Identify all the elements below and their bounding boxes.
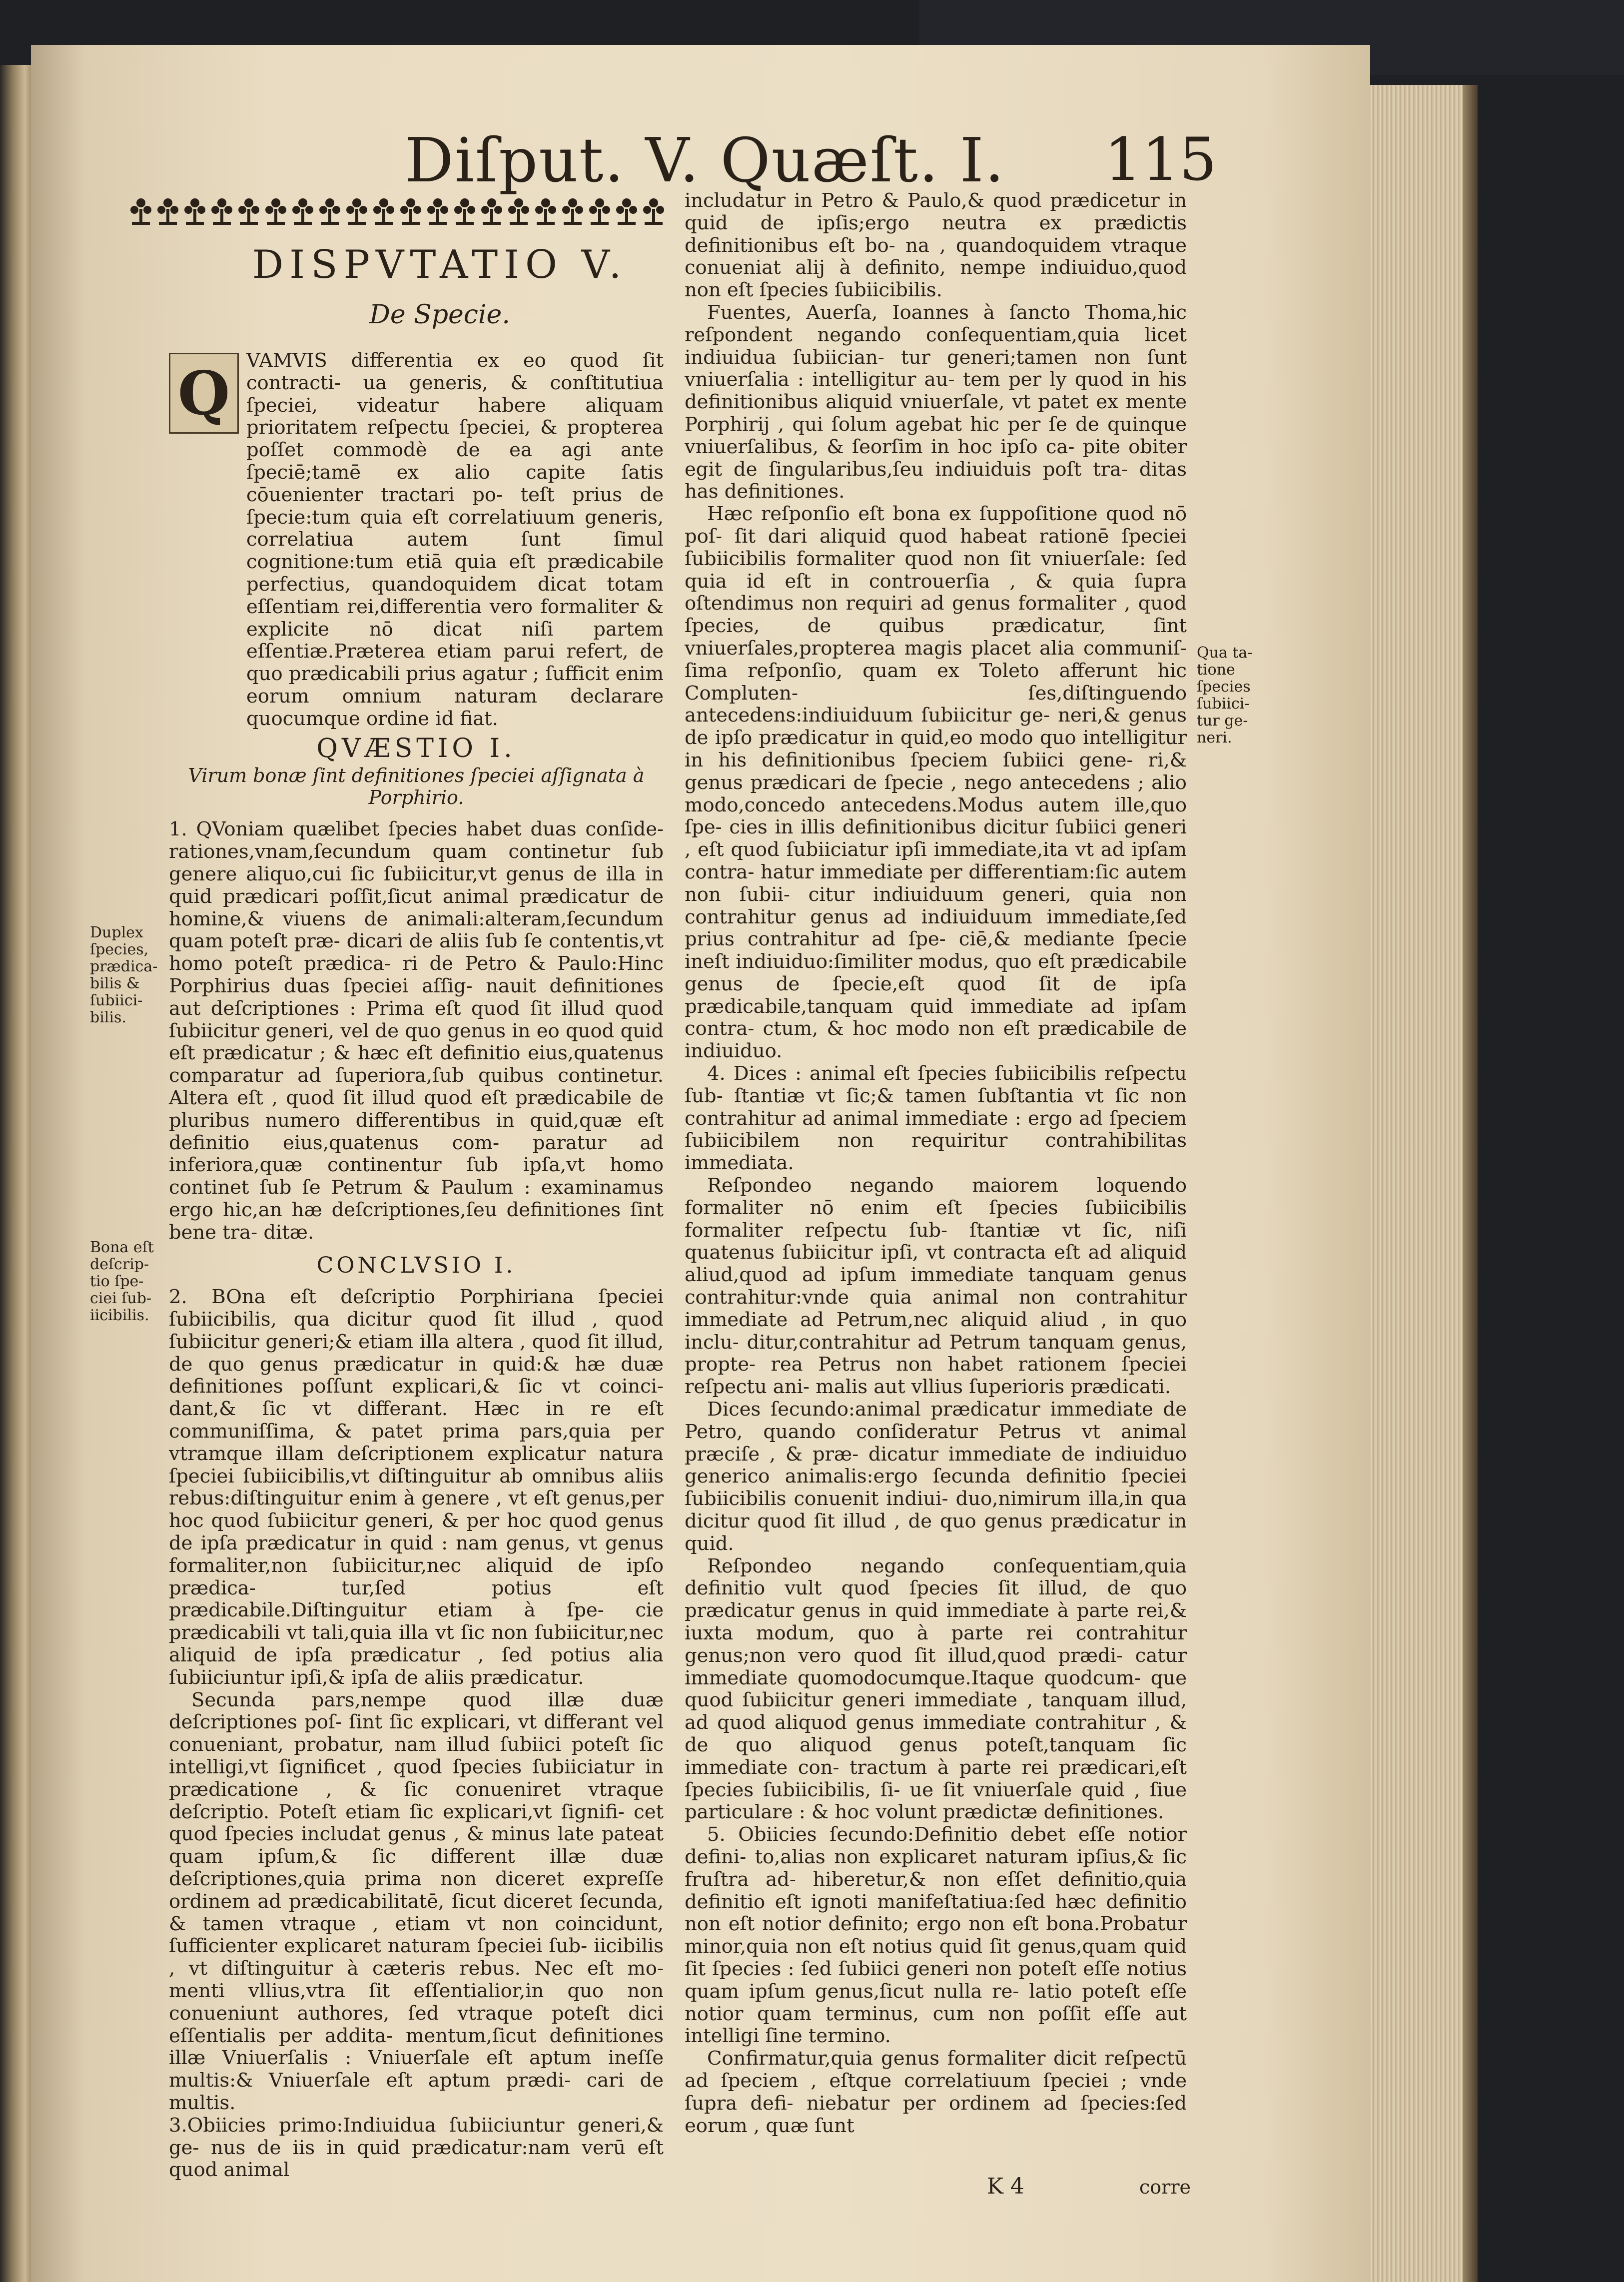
- fleuron-ornament: [400, 198, 421, 225]
- paragraph-r2: Fuentes, Auerſa, Ioannes à ſancto Thoma,hic reſpondent negando conſequentiam,quia licet indiuidua ſubiician- tur generi;tamen non ſunt vniuerſalia : intelligitur au- tem per ly quod in his definitionibus aliquid vniuerſale, vt patet ex mente Porphirij , qui ſolum agebat hic per ſe de quinque vniuerſalibus, & ſeorſim in hoc ipſo ca- pite obiter egit de ſingularibus,ſeu indiuiduis poſt tra- ditas has definitiones.: [685, 301, 1187, 503]
- paragraph-r8: 5. Obiicies ſecundo:Definitio debet eſſe notior defini- to,alias non explicaret naturam ipſius,& ſic fruſtra ad- hiberetur,& non eſſet definitio,quia definitio eſt ignoti manifeſtatiua:ſed hæc definitio non eſt notior definito; ergo non eſt bona.Probatur minor,quia non eſt notius quid ſit genus,quam quid ſit ſpecies : ſed ſubiici generi non poteſt eſſe notius quam ipſum genus,ſicut nulla re- latio poteſt eſſe notior quam terminus, cum non poſſit eſſe aut intelligi ſine termino.: [685, 1823, 1187, 2048]
- fleuron-ornament: [508, 198, 529, 225]
- fleuron-ornament: [130, 198, 151, 225]
- fleuron-ornament: [319, 198, 340, 225]
- paragraph-r1: includatur in Petro & Paulo,& quod prædicetur in quid de ipſis;ergo neutra ex prædictis definitionibus eſt bo- na , quandoquidem vtraque conueniat alij à definito, nempe indiuiduo,quod non eſt ſpecies ſubiicibilis.: [685, 189, 1187, 302]
- left-page-edge: [0, 65, 31, 2282]
- fleuron-ornament: [184, 198, 205, 225]
- quaestio-subtitle: Virum bonæ ſint definitiones ſpeciei aſſignata à Porphirio.: [188, 764, 645, 809]
- paragraph-r9: Confirmatur,quia genus formaliter dicit reſpectū ad ſpeciem , eſtque correlatiuum ſpeciei ; vnde ſupra defi- niebatur per ordinem ad ſpecies:ſed eorum , quæ ſunt: [685, 2047, 1187, 2137]
- right-column: [685, 190, 1187, 2137]
- page-number: 115: [1104, 125, 1217, 194]
- paragraph-2: 2. BOna eſt deſcriptio Porphiriana ſpeciei ſubiicibilis, qua dicitur quod ſit illud , quod ſubiicitur generi;& etiam illa altera , quod ſit illud, de quo genus prædicatur in quid:& hæ duæ definitiones poſſunt explicari,& ſic vt coinci- dant,& ſic vt differant. Hæc in re eſt communiſſima, & patet prima pars,quia per vtramque illam deſcriptionem explicatur natura ſpeciei ſubiicibilis,vt diſtinguitur ab omnibus aliis rebus:diſtinguitur enim à genere , vt eſt genus,per hoc quod ſubiicitur generi, & per hoc quod genus de ipſa prædicatur in quid : nam genus, vt genus formaliter,non ſubiicitur,nec aliquid de ipſo prædica- tur,ſed potius eſt prædicabile.Diſtinguitur etiam à ſpe- cie prædicabili vt tali,quia illa vt ſic non ſubiicitur,nec aliquid de ipſa prædicatur , ſed potius alia ſubiiciuntur ipſi,& ipſa de aliis prædicatur.: [169, 1286, 664, 1689]
- paragraph-r3: Hæc reſponſio eſt bona ex ſuppoſitione quod nō poſ- ſit dari aliquid quod habeat rationē ſpeciei ſubiicibilis formaliter quod non ſit vniuerſale: ſed quia id eſt in controuerſia , & quia ſupra oſtendimus non requiri ad genus formaliter , quod ſpecies, de quibus prædicatur, ſint vniuerſales,propterea magis placet alia communiſ- ſima reſponſio, quam ex Toleto afferunt hic Compluten- ſes,diſtinguendo antecedens:indiuiduum ſubiicitur ge- neri,& genus de ipſo prædicatur in quid,eo modo quo intelligitur in his definitionibus ſpeciem ſubiici gene- ri,& genus prædicari de ſpecie , nego antecedens ; alio modo,concedo antecedens.Modus autem ille,quo ſpe- cies in illis definitionibus dicitur ſubiici generi , eſt quod ſubiiciatur ipſi immediate,ita vt ad ipſam contra- hatur immediate per differentiam:ſic autem non ſubii- citur indiuiduum generi, quia non contrahitur genus ad indiuiduum immediate,ſed prius contrahitur ad ſpe- ciē,& mediante ſpecie ineſt indiuiduo:ſimiliter modus, quo eſt prædicabile genus de ſpecie,eſt quod ſit de ipſa prædicabile,tanquam quid immediate ad ipſam contra- ctum, & hoc modo non eſt prædicabile de indiuiduo.: [685, 503, 1187, 1063]
- fleuron-ornament: [373, 198, 394, 225]
- fleuron-ornament: [589, 198, 610, 225]
- fleuron-ornament: [211, 198, 232, 225]
- margin-note-left-2: Bona eſt deſcrip- tio ſpe- ciei ſub- iicibilis.: [90, 1239, 154, 1324]
- fleuron-ornament: [238, 198, 259, 225]
- catchword: corre: [1139, 2176, 1191, 2198]
- left-column: [169, 350, 664, 2182]
- fleuron-ornament: [157, 198, 178, 225]
- fleuron-ornament: [454, 198, 475, 225]
- intro-paragraph: VAMVIS differentia ex eo quod ſit contracti- ua generis, & conſtitutiua ſpeciei, videatur habere aliquam prioritatem reſpectu ſpeciei, & propterea poſſet commodè de ea agi ante ſpeciē;tamē ex alio capite ſatis cōuenienter tractari po- teſt prius de ſpecie:tum quia eſt correlatiuum generis, correlatiua autem ſunt ſimul cognitione:tum etiā quia eſt prædicabile perfectius, quandoquidem dicat totam eſſentiam rei,differentia vero formaliter & explicite nō dicat niſi partem eſſentiæ.Præterea etiam parui refert, de quo prædicabili prius agatur ; ſufficit enim eorum omnium naturam declarare quocumque ordine id fiat.: [246, 349, 664, 730]
- conclusio-heading: CONCLVSIO I.: [316, 1253, 516, 1279]
- margin-note-left-1: Duplex ſpecies, prædica- bilis & ſubiici- bilis.: [90, 924, 158, 1026]
- fleuron-ornament: [292, 198, 313, 225]
- signature-mark: K 4: [987, 2174, 1024, 2199]
- fleuron-ornament: [562, 198, 583, 225]
- paragraph-3: Secunda pars,nempe quod illæ duæ deſcriptiones poſ- ſint ſic explicari, vt differant vel conueniant, probatur, nam illud ſubiici poteſt ſic intelligi,vt ſignificet , quod ſpecies ſubiiciatur in prædicatione , & ſic conueniret vtraque deſcriptio. Poteſt etiam ſic explicari,vt ſignifi- cet quod ſpecies includat genus , & minus late pateat quam ipſum,& ſic different illæ duæ deſcriptiones,quia prima non diceret expreſſe ordinem ad prædicabilitatē, ſicut diceret ſecunda, & tamen vtraque , etiam vt non coincidunt, ſufficienter explicaret naturam ſpeciei ſub- iicibilis , vt diſtinguitur à cæteris rebus. Nec eſt mo- menti vllius,vtra ſit eſſentialior,in quo non conueniunt authores, ſed vtraque poteſt dici eſſentialis per addita- mentum,ſicut definitiones illæ Vniuerſalis : Vniuerſale eſt aptum ineſſe multis:& Vniuerſale eſt aptum prædi- cari de multis.: [169, 1688, 664, 2114]
- ornament-band: [127, 194, 667, 229]
- paragraph-r4: 4. Dices : animal eſt ſpecies ſubiicibilis reſpectu ſub- ſtantiæ vt ſic;& tamen ſubſtantia vt ſic non contrahitur ad animal immediate : ergo ad ſpeciem ſubiicibilem non requiritur contrahibilitas immediata.: [685, 1062, 1187, 1175]
- margin-note-right-1: Qua ta- tione ſpecies ſubiici- tur ge- neri.: [1197, 644, 1253, 747]
- disputatio-heading: DISPVTATIO V.: [252, 242, 628, 287]
- fleuron-ornament: [427, 198, 448, 225]
- running-header: Diſput. V. Quæſt. I.: [405, 125, 1005, 196]
- initial-letter: Q: [177, 358, 230, 429]
- paragraph-r7: Reſpondeo negando conſequentiam,quia definitio vult quod ſpecies ſit illud, de quo prædicatur genus in quid immediate à parte rei,& iuxta modum, quo à parte rei contrahitur genus;non vero quod ſit illud,quod prædi- catur immediate quomodocumque.Itaque quodcum- que quod ſubiicitur generi immediate , tanquam illud, ad quod aliquod genus immediate contrahitur , & de quo aliquod genus poteſt,tanquam ſic immediate con- tractum à parte rei prædicari,eſt ſpecies ſubiicibilis, ſi- ue ſit vniuerſale quid , ſiue particulare : & hoc volunt prædictæ definitiones.: [685, 1554, 1187, 1824]
- quaestio-heading: QVÆSTIO I.: [316, 733, 516, 763]
- fleuron-ornament: [643, 198, 664, 225]
- decorated-initial: [169, 353, 239, 434]
- paragraph-r5: Reſpondeo negando maiorem loquendo formaliter nō enim eſt ſpecies ſubiicibilis formaliter reſpectu ſub- ſtantiæ vt ſic, niſi quatenus ſubiicitur ipſi, vt contracta eſt ad aliquid aliud,quod ad ipſum immediate tanquam genus contrahitur:vnde quia animal non contrahitur immediate ad Petrum,nec aliquid aliud , in quo inclu- ditur,contrahitur ad Petrum tanquam genus, propte- rea Petrus non habet rationem ſpeciei reſpectu ani- malis aut vllius ſuperioris prædicati.: [685, 1174, 1187, 1399]
- fleuron-ornament: [535, 198, 556, 225]
- fleuron-ornament: [265, 198, 286, 225]
- paragraph-1: 1. QVoniam quælibet ſpecies habet duas conſide- rationes,vnam,ſecundum quam continetur ſub genere aliquo,cui ſic ſubiicitur,vt genus de illa in quid prædicari poſſit,ſicut animal prædicatur de homine,& viuens de animali:alteram,ſecundum quam poteſt præ- dicari de aliis ſub ſe contentis,vt homo poteſt prædica- ri de Petro & Paulo:Hinc Porphirius duas ſpeciei aſſig- nauit definitiones aut deſcriptiones : Prima eſt quod ſit illud quod ſubiicitur generi, vel de quo genus in eo quod quid eſt prædicatur ; & hæc eſt definitio eius,quatenus comparatur ad ſuperiora,ſub quibus continetur. Altera eſt , quod ſit illud quod eſt prædicabile de pluribus numero differentibus in quid,quæ eſt definitio eius,quatenus com- paratur ad inferiora,quæ continentur ſub ipſa,vt homo continet ſub ſe Petrum & Paulum : examinamus ergo hic,an hæ deſcriptiones,ſeu definitiones ſint bene tra- ditæ.: [169, 818, 664, 1244]
- book-page-edges: [1370, 85, 1478, 2282]
- paragraph-4: 3.Obiicies primo:Indiuidua ſubiiciuntur generi,& ge- nus de iis in quid prædicatur:nam verū eſt quod animal: [169, 2114, 664, 2182]
- fleuron-ornament: [481, 198, 502, 225]
- fleuron-ornament: [616, 198, 637, 225]
- fleuron-ornament: [346, 198, 367, 225]
- paragraph-r6: Dices ſecundo:animal prædicatur immediate de Petro, quando conſideratur Petrus vt animal præciſe , & præ- dicatur immediate de indiuiduo generico animalis:ergo ſecunda definitio ſpeciei ſubiicibilis conuenit indiui- duo,nimirum illa,in qua dicitur quod ſit illud , de quo genus prædicatur in quid.: [685, 1398, 1187, 1555]
- disputatio-subtitle: De Specie.: [369, 300, 510, 330]
